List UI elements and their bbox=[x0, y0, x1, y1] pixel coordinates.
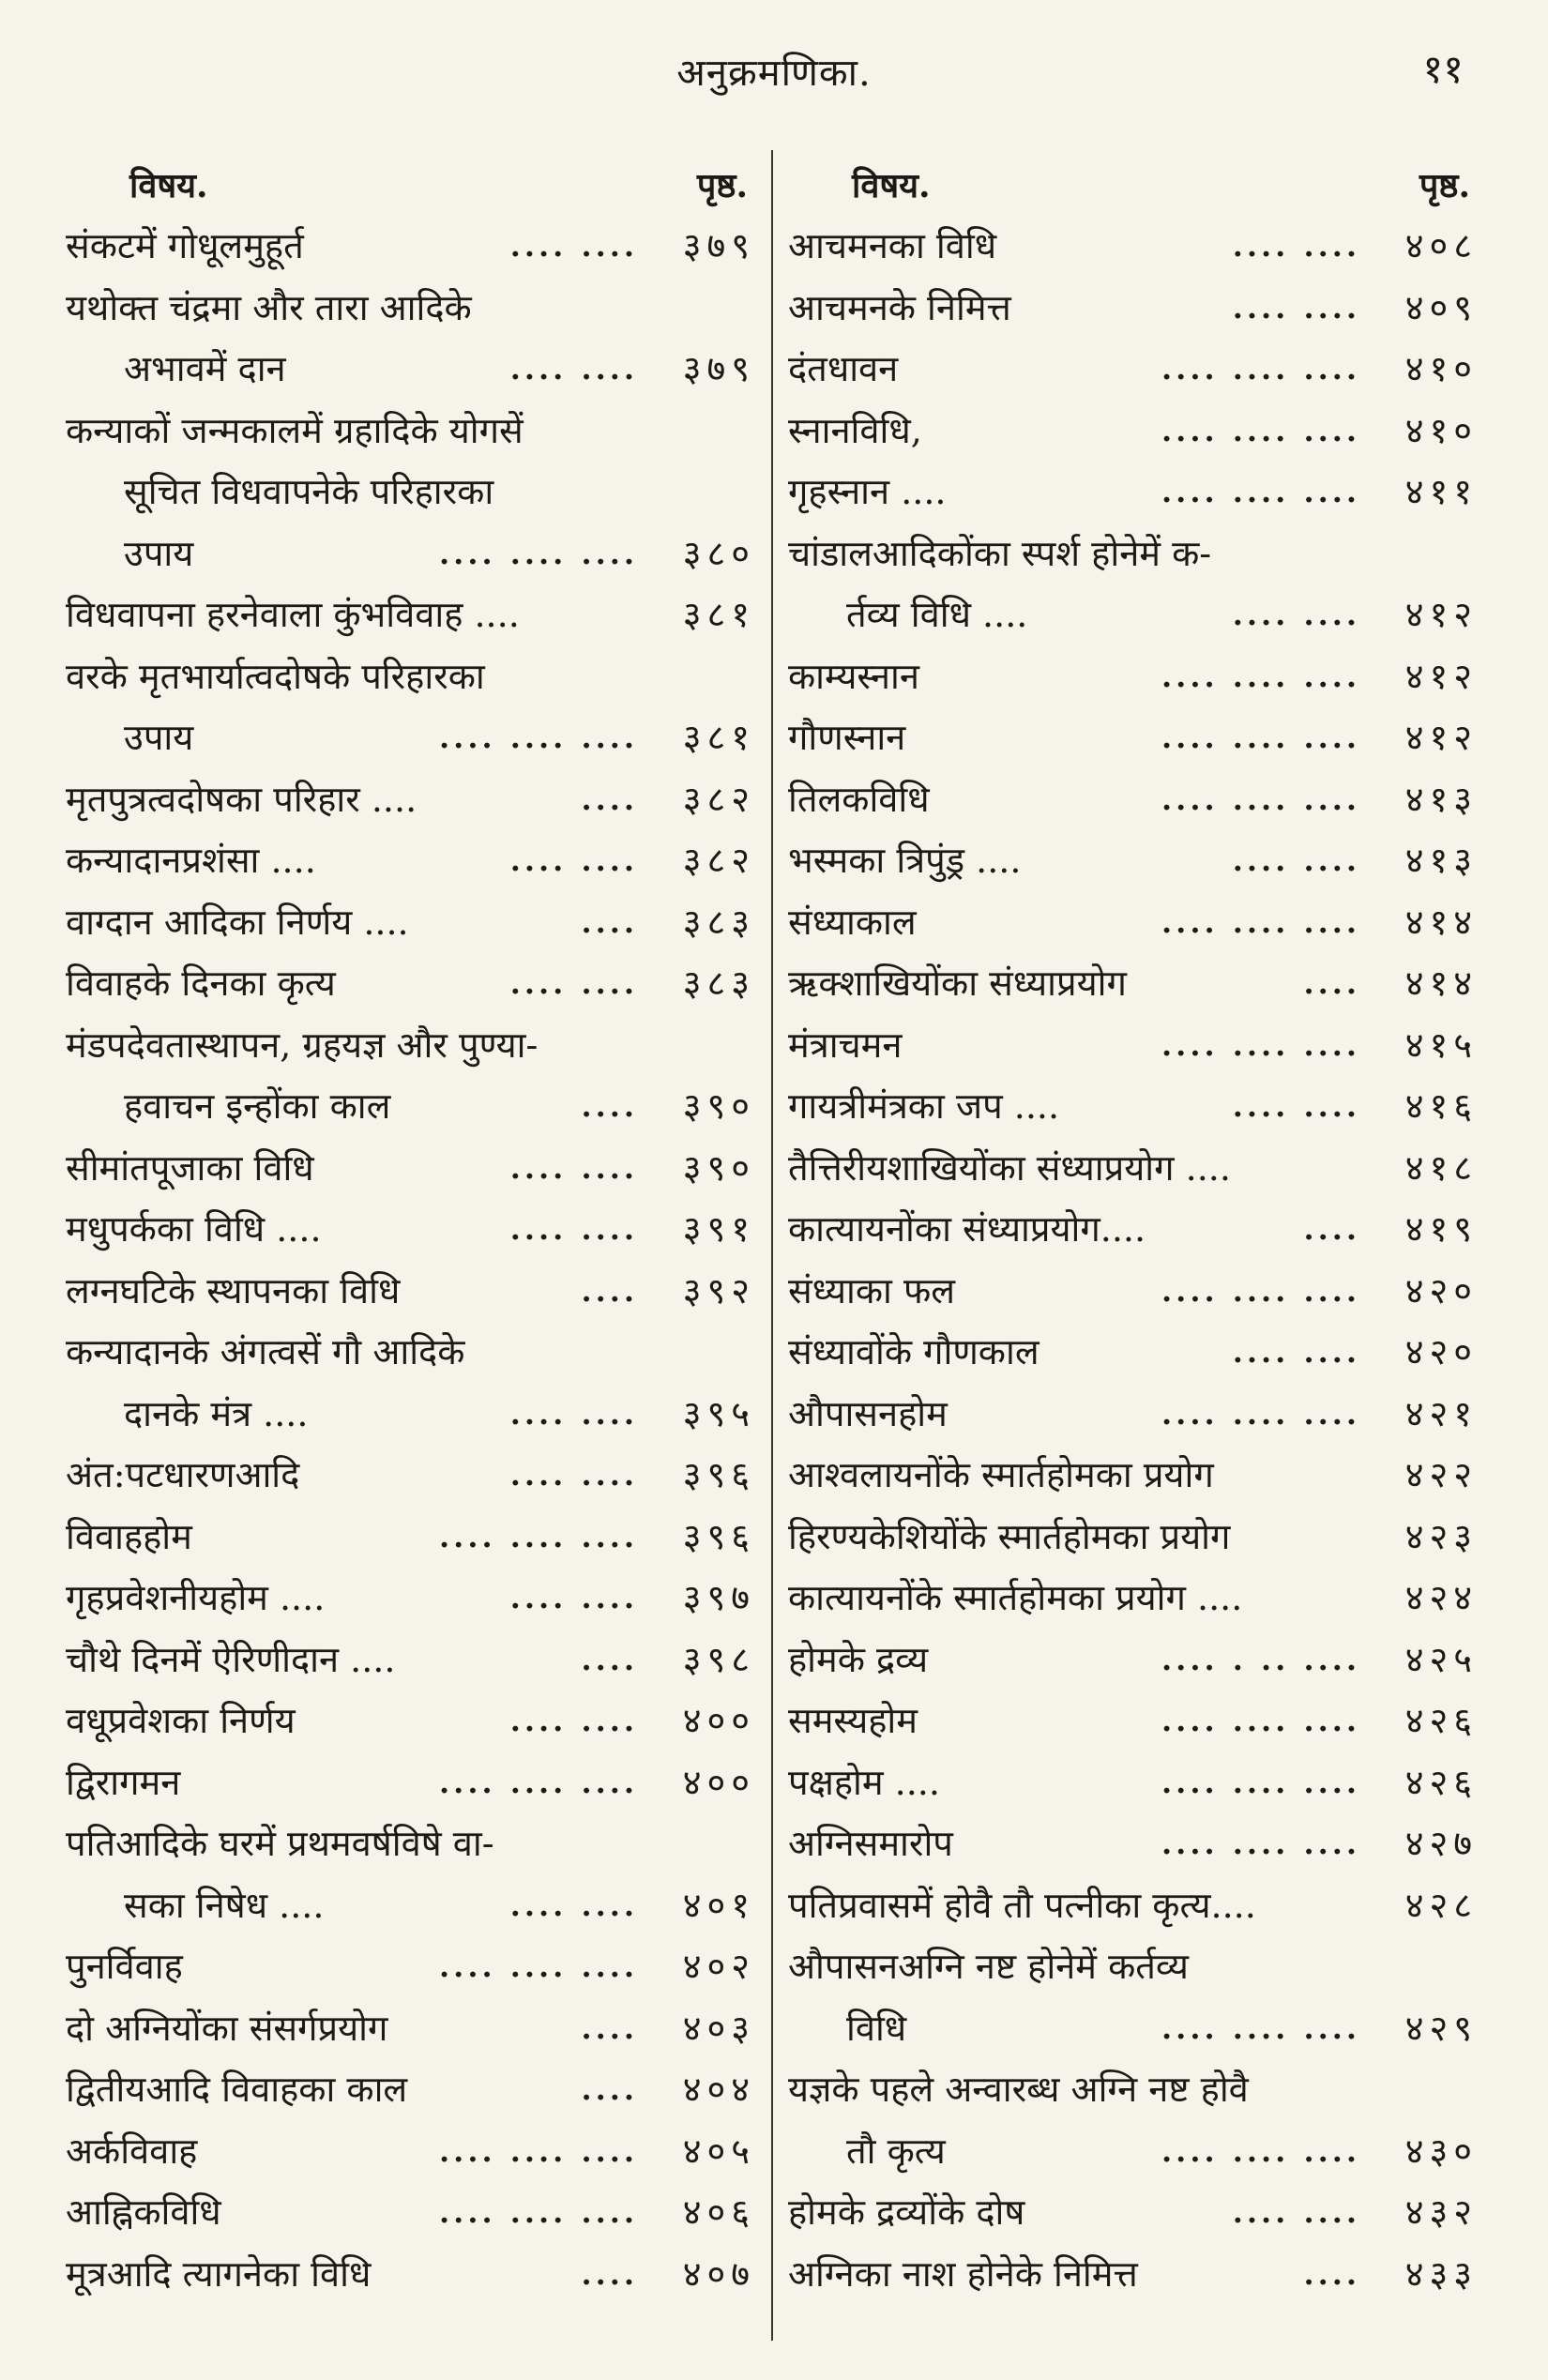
leader-dots: .... .... .... bbox=[1161, 1026, 1360, 1063]
entry-title: अग्निसमारोप bbox=[788, 1823, 953, 1864]
index-entry bbox=[66, 1199, 755, 1261]
entry-page-number: ४२० bbox=[1404, 1269, 1478, 1311]
leader-dots: .... .... .... bbox=[1161, 1272, 1360, 1309]
entry-page-number: ४१९ bbox=[1404, 1208, 1478, 1250]
leader-dots: .... .... .... bbox=[1161, 658, 1360, 694]
index-entry bbox=[66, 1384, 755, 1446]
index-entry bbox=[788, 1384, 1478, 1446]
leader-dots: .... bbox=[581, 1641, 638, 1677]
leader-dots: .... . .. .... bbox=[1161, 1641, 1360, 1677]
entry-page-number: ४२६ bbox=[1404, 1761, 1478, 1803]
entry-title: भस्मका त्रिपुंड्र .... bbox=[788, 840, 1022, 881]
leader-dots: .... .... .... bbox=[439, 720, 638, 755]
index-entry bbox=[788, 2182, 1478, 2244]
entry-title: दो अग्नियोंका संसर्गप्रयोग bbox=[66, 2007, 388, 2049]
entry-title: लग्नघटिके स्थापनका विधि bbox=[66, 1269, 401, 1311]
index-entry bbox=[788, 1752, 1478, 1814]
leader-dots: .... .... .... bbox=[439, 1948, 638, 1984]
entry-title: स्नानविधि, bbox=[788, 409, 922, 451]
entry-page-number: ४१८ bbox=[1404, 1146, 1478, 1189]
index-entry bbox=[788, 523, 1478, 585]
entry-page-number: ४०९ bbox=[1404, 286, 1478, 328]
leader-dots: .... .... bbox=[509, 351, 638, 387]
index-entry bbox=[66, 1138, 755, 1200]
entry-title: अंत:पटधारणआदि bbox=[66, 1454, 300, 1495]
left-entry-list bbox=[66, 216, 755, 2305]
entry-title: विवाहके दिनका कृत्य bbox=[66, 963, 336, 1004]
leader-dots: .... bbox=[581, 1088, 638, 1124]
right-entry-list bbox=[788, 216, 1478, 2305]
entry-title: अर्कविवाह bbox=[66, 2130, 198, 2172]
entry-title: दंतधावन bbox=[788, 348, 899, 389]
entry-page-number: ३८३ bbox=[682, 963, 755, 1004]
index-entry bbox=[66, 1998, 755, 2060]
index-entry bbox=[66, 769, 755, 831]
index-entry bbox=[788, 769, 1478, 831]
index-entry bbox=[66, 1445, 755, 1507]
leader-dots: .... .... .... bbox=[439, 535, 638, 571]
leader-dots: .... bbox=[581, 2009, 638, 2046]
leader-dots: .... .... bbox=[1232, 597, 1360, 632]
index-entry bbox=[788, 892, 1478, 954]
leader-dots: .... .... bbox=[509, 1457, 638, 1493]
leader-dots: .... .... .... bbox=[1161, 412, 1360, 448]
entry-title: संध्याकाल bbox=[788, 901, 917, 943]
index-entry bbox=[788, 1630, 1478, 1691]
entry-page-number: ४१४ bbox=[1404, 963, 1478, 1004]
entry-title: तिलकविधि bbox=[788, 778, 930, 820]
index-entry bbox=[66, 584, 755, 646]
index-entry bbox=[788, 1936, 1478, 1998]
entry-title: संध्यावोंके गौणकाल bbox=[788, 1331, 1040, 1372]
page-heading: पृष्ठ. bbox=[1419, 166, 1470, 205]
leader-dots: .... .... .... bbox=[1161, 1703, 1360, 1738]
index-entry bbox=[66, 1813, 755, 1875]
leader-dots: .... bbox=[581, 1272, 638, 1309]
entry-title: यज्ञके पहले अन्वारब्ध अग्नि नष्ट होवै bbox=[788, 2069, 1249, 2110]
index-entry bbox=[788, 339, 1478, 401]
entry-title: कात्यायनोंका संध्याप्रयोग.... bbox=[788, 1208, 1146, 1250]
entry-page-number: ४०० bbox=[682, 1761, 755, 1803]
entry-page-number: ३८२ bbox=[682, 840, 755, 881]
entry-page-number: ४१० bbox=[1404, 409, 1478, 451]
index-entry bbox=[788, 1507, 1478, 1569]
entry-title: चौथे दिनमें ऐरिणीदान .... bbox=[66, 1638, 396, 1680]
leader-dots: .... .... bbox=[1232, 289, 1360, 326]
entry-page-number: ३९१ bbox=[682, 1208, 755, 1250]
index-entry bbox=[788, 462, 1478, 523]
entry-title: तैत्तिरीयशाखियोंका संध्याप्रयोग .... bbox=[788, 1146, 1231, 1189]
entry-page-number: ४०५ bbox=[682, 2130, 755, 2172]
entry-title: समस्यहोम bbox=[788, 1700, 918, 1741]
leader-dots: .... .... bbox=[1232, 2194, 1360, 2230]
index-entry bbox=[66, 462, 755, 523]
index-entry bbox=[788, 830, 1478, 892]
index-entry bbox=[66, 216, 755, 278]
leader-dots: .... .... .... bbox=[1161, 903, 1360, 940]
leader-dots: .... bbox=[581, 2071, 638, 2107]
index-entry bbox=[788, 2244, 1478, 2306]
leader-dots: .... .... bbox=[509, 228, 638, 264]
entry-page-number: ४२४ bbox=[1404, 1577, 1478, 1618]
entry-page-number: ४३० bbox=[1404, 2130, 1478, 2172]
entry-title: यथोक्त चंद्रमा और तारा आदिके bbox=[66, 286, 472, 328]
right-column bbox=[788, 150, 1478, 2305]
entry-page-number: ४२८ bbox=[1404, 1884, 1478, 1926]
index-entry bbox=[788, 1998, 1478, 2060]
entry-title: तौ कृत्य bbox=[846, 2130, 946, 2172]
index-entry bbox=[66, 2121, 755, 2183]
entry-page-number: ४०२ bbox=[682, 1946, 755, 1987]
entry-page-number: ३९२ bbox=[682, 1269, 755, 1311]
index-entry bbox=[788, 2121, 1478, 2183]
index-entry bbox=[66, 1568, 755, 1630]
index-entry bbox=[66, 892, 755, 954]
index-entry bbox=[788, 953, 1478, 1015]
entry-title: गौणस्नान bbox=[788, 717, 906, 758]
entry-page-number: ३९६ bbox=[682, 1515, 755, 1557]
entry-page-number: ४०० bbox=[682, 1700, 755, 1741]
entry-page-number: ४२३ bbox=[1404, 1515, 1478, 1557]
leader-dots: .... .... bbox=[509, 1580, 638, 1615]
index-entry bbox=[788, 2059, 1478, 2121]
entry-title: कन्यादानप्रशंसा .... bbox=[66, 840, 316, 881]
entry-page-number: ४१२ bbox=[1404, 655, 1478, 697]
entry-title: मंत्राचमन bbox=[788, 1023, 903, 1066]
index-entry bbox=[788, 707, 1478, 769]
index-entry bbox=[788, 1322, 1478, 1384]
entry-title: उपाय bbox=[124, 717, 194, 758]
index-entry bbox=[66, 1261, 755, 1323]
entry-page-number: ३९० bbox=[682, 1146, 755, 1189]
column-divider bbox=[771, 150, 773, 2341]
leader-dots: .... .... .... bbox=[439, 1518, 638, 1554]
index-entry bbox=[788, 1445, 1478, 1507]
entry-page-number: ४२२ bbox=[1404, 1454, 1478, 1495]
entry-page-number: ४३३ bbox=[1404, 2252, 1478, 2295]
leader-dots: .... .... bbox=[509, 842, 638, 878]
index-entry bbox=[66, 1076, 755, 1138]
leader-dots: .... bbox=[581, 903, 638, 940]
leader-dots: .... .... bbox=[509, 1211, 638, 1247]
index-entry bbox=[66, 1875, 755, 1937]
entry-title: पतिप्रवासमें होवै तौ पत्नीका कृत्य.... bbox=[788, 1884, 1256, 1926]
leader-dots: .... .... .... bbox=[1161, 351, 1360, 387]
entry-page-number: ३९६ bbox=[682, 1454, 755, 1495]
entry-title: गायत्रीमंत्रका जप .... bbox=[788, 1085, 1060, 1127]
leader-dots: .... .... bbox=[1232, 842, 1360, 878]
entry-title: ऋक्शाखियोंका संध्याप्रयोग bbox=[788, 963, 1127, 1004]
leader-dots: .... .... .... bbox=[1161, 2132, 1360, 2169]
entry-title: सीमांतपूजाका विधि bbox=[66, 1146, 314, 1189]
index-entry bbox=[66, 401, 755, 462]
index-entry bbox=[788, 584, 1478, 646]
entry-title: मंडपदेवतास्थापन, ग्रहयज्ञ और पुण्या- bbox=[66, 1023, 539, 1066]
entry-page-number: ४१३ bbox=[1404, 778, 1478, 820]
entry-page-number: ३८० bbox=[682, 532, 755, 574]
entry-page-number: ३७९ bbox=[682, 225, 755, 266]
entry-title: सूचित विधवापनेके परिहारका bbox=[124, 471, 494, 512]
index-entry bbox=[66, 830, 755, 892]
left-column bbox=[66, 150, 755, 2305]
entry-title: गृहप्रवेशनीयहोम .... bbox=[66, 1577, 326, 1618]
entry-title: आचमनका विधि bbox=[788, 225, 997, 266]
entry-title: संकटमें गोधूलमुहूर्त bbox=[66, 225, 304, 266]
entry-page-number: ४२१ bbox=[1404, 1392, 1478, 1434]
entry-title: दानके मंत्र .... bbox=[124, 1392, 309, 1434]
index-entry bbox=[66, 278, 755, 340]
index-entry bbox=[788, 1015, 1478, 1077]
entry-title: पक्षहोम .... bbox=[788, 1761, 940, 1803]
index-entry bbox=[788, 1813, 1478, 1875]
entry-page-number: ४१५ bbox=[1404, 1023, 1478, 1066]
entry-title: वधूप्रवेशका निर्णय bbox=[66, 1700, 296, 1741]
entry-page-number: ४१४ bbox=[1404, 901, 1478, 943]
entry-title: अभावमें दान bbox=[124, 348, 286, 389]
entry-title: कन्याकों जन्मकालमें ग्रहादिके योगसें bbox=[66, 409, 524, 451]
entry-title: र्तव्य विधि .... bbox=[846, 594, 1028, 635]
entry-page-number: ४१० bbox=[1404, 348, 1478, 389]
entry-title: हवाचन इन्होंका काल bbox=[124, 1085, 391, 1127]
right-column-header bbox=[788, 150, 1478, 216]
entry-title: विधि bbox=[846, 2007, 907, 2049]
entry-page-number: ३९५ bbox=[682, 1392, 755, 1434]
leader-dots: .... .... bbox=[509, 1395, 638, 1432]
page-heading: पृष्ठ. bbox=[696, 166, 748, 205]
leader-dots: .... .... bbox=[1232, 228, 1360, 264]
leader-dots: .... bbox=[1303, 2255, 1360, 2292]
leader-dots: .... .... .... bbox=[1161, 720, 1360, 755]
leader-dots: .... .... .... bbox=[439, 1764, 638, 1800]
leader-dots: .... .... .... bbox=[1161, 1826, 1360, 1861]
index-entry bbox=[66, 1752, 755, 1814]
entry-page-number: ३८१ bbox=[682, 594, 755, 635]
entry-title: कात्यायनोंके स्मार्तहोमका प्रयोग .... bbox=[788, 1577, 1243, 1618]
entry-page-number: ३९७ bbox=[682, 1577, 755, 1618]
index-entry bbox=[66, 2244, 755, 2306]
entry-title: होमके द्रव्योंके दोष bbox=[788, 2191, 1025, 2233]
index-entry bbox=[788, 278, 1478, 340]
entry-page-number: ४२५ bbox=[1404, 1638, 1478, 1680]
entry-page-number: ४१२ bbox=[1404, 717, 1478, 758]
entry-title: काम्यस्नान bbox=[788, 655, 919, 697]
entry-page-number: ४०३ bbox=[682, 2007, 755, 2049]
entry-title: द्विरागमन bbox=[66, 1761, 181, 1803]
entry-page-number: ४१२ bbox=[1404, 594, 1478, 635]
leader-dots: .... .... bbox=[1232, 1334, 1360, 1370]
index-entry bbox=[66, 2059, 755, 2121]
entry-page-number: ४०८ bbox=[1404, 225, 1478, 266]
index-entry bbox=[66, 1015, 755, 1077]
index-entry bbox=[788, 401, 1478, 462]
entry-page-number: ४११ bbox=[1404, 471, 1478, 512]
entry-title: औपासनहोम bbox=[788, 1392, 948, 1434]
index-entry bbox=[66, 707, 755, 769]
index-entry bbox=[788, 1199, 1478, 1261]
index-entry bbox=[66, 2182, 755, 2244]
leader-dots: .... .... .... bbox=[439, 2194, 638, 2230]
entry-title: मूत्रआदि त्यागनेका विधि bbox=[66, 2252, 372, 2295]
entry-page-number: ४१६ bbox=[1404, 1085, 1478, 1127]
entry-page-number: ३७९ bbox=[682, 348, 755, 389]
entry-title: होमके द्रव्य bbox=[788, 1638, 929, 1680]
index-entry bbox=[66, 646, 755, 708]
entry-page-number: ४२९ bbox=[1404, 2007, 1478, 2049]
leader-dots: .... .... .... bbox=[1161, 474, 1360, 509]
entry-title: संध्याका फल bbox=[788, 1269, 956, 1311]
entry-page-number: ४०१ bbox=[682, 1884, 755, 1926]
entry-title: मधुपर्कका विधि .... bbox=[66, 1208, 322, 1250]
index-entry bbox=[66, 1322, 755, 1384]
entry-title: मृतपुत्रत्वदोषका परिहार .... bbox=[66, 778, 417, 820]
entry-page-number: ४२६ bbox=[1404, 1700, 1478, 1741]
leader-dots: .... .... .... bbox=[1161, 2009, 1360, 2046]
entry-title: आचमनके निमित्त bbox=[788, 286, 1011, 328]
entry-page-number: ४०६ bbox=[682, 2191, 755, 2233]
subject-heading: विषय. bbox=[129, 166, 208, 205]
index-entry bbox=[66, 953, 755, 1015]
leader-dots: .... .... bbox=[509, 1149, 638, 1186]
index-entry bbox=[66, 523, 755, 585]
entry-title: कन्यादानके अंगत्वसें गौ आदिके bbox=[66, 1331, 465, 1372]
entry-title: आह्निकविधि bbox=[66, 2191, 221, 2233]
leader-dots: .... .... bbox=[509, 1887, 638, 1923]
subject-heading: विषय. bbox=[852, 166, 931, 205]
index-entry bbox=[788, 1875, 1478, 1937]
leader-dots: .... bbox=[1303, 1211, 1360, 1247]
entry-page-number: ४२० bbox=[1404, 1331, 1478, 1372]
entry-page-number: ४०४ bbox=[682, 2069, 755, 2110]
leader-dots: .... .... .... bbox=[1161, 781, 1360, 817]
index-entry bbox=[788, 1261, 1478, 1323]
leader-dots: .... bbox=[581, 781, 638, 817]
entry-page-number: ३९८ bbox=[682, 1638, 755, 1680]
entry-page-number: ४१३ bbox=[1404, 840, 1478, 881]
entry-title: द्वितीयआदि विवाहका काल bbox=[66, 2069, 408, 2110]
entry-page-number: ४३२ bbox=[1404, 2191, 1478, 2233]
index-entry bbox=[66, 1630, 755, 1691]
entry-page-number: ४२७ bbox=[1404, 1823, 1478, 1864]
index-entry bbox=[66, 1690, 755, 1752]
index-entry bbox=[788, 1076, 1478, 1138]
leader-dots: .... .... .... bbox=[1161, 1764, 1360, 1800]
leader-dots: .... .... bbox=[509, 1703, 638, 1738]
entry-page-number: ३८३ bbox=[682, 901, 755, 943]
index-entry bbox=[788, 216, 1478, 278]
entry-title: वरके मृतभार्यात्वदोषके परिहारका bbox=[66, 655, 485, 697]
entry-page-number: ४०७ bbox=[682, 2252, 755, 2295]
leader-dots: .... .... .... bbox=[439, 2132, 638, 2169]
entry-title: पुनर्विवाह bbox=[66, 1946, 183, 1987]
leader-dots: .... .... bbox=[509, 965, 638, 1001]
entry-title: विवाहहोम bbox=[66, 1515, 192, 1557]
leader-dots: .... bbox=[581, 2255, 638, 2292]
entry-title: गृहस्नान .... bbox=[788, 471, 947, 512]
index-entry bbox=[66, 1936, 755, 1998]
entry-title: आश्वलायनोंके स्मार्तहोमका प्रयोग bbox=[788, 1454, 1214, 1495]
index-entry bbox=[788, 646, 1478, 708]
entry-title: विधवापना हरनेवाला कुंभविवाह .... bbox=[66, 594, 520, 635]
leader-dots: .... .... bbox=[1232, 1088, 1360, 1124]
entry-title: औपासनअग्नि नष्ट होनेमें कर्तव्य bbox=[788, 1946, 1189, 1987]
page-number: ११ bbox=[1422, 46, 1464, 92]
entry-title: चांडालआदिकोंका स्पर्श होनेमें क- bbox=[788, 532, 1212, 574]
entry-title: अग्निका नाश होनेके निमित्त bbox=[788, 2252, 1138, 2295]
entry-title: पतिआदिके घरमें प्रथमवर्षविषे वा- bbox=[66, 1823, 494, 1864]
index-entry bbox=[66, 1507, 755, 1569]
leader-dots: .... .... .... bbox=[1161, 1395, 1360, 1432]
entry-page-number: ३८२ bbox=[682, 778, 755, 820]
entry-page-number: ३८१ bbox=[682, 717, 755, 758]
entry-title: हिरण्यकेशियोंके स्मार्तहोमका प्रयोग bbox=[788, 1515, 1231, 1557]
entry-title: सका निषेध .... bbox=[124, 1884, 325, 1926]
leader-dots: .... bbox=[1303, 965, 1360, 1001]
entry-title: वाग्दान आदिका निर्णय .... bbox=[66, 901, 409, 943]
index-entry bbox=[788, 1568, 1478, 1630]
index-entry bbox=[788, 1138, 1478, 1200]
running-head: अनुक्रमणिका. bbox=[676, 52, 872, 95]
index-entry bbox=[66, 339, 755, 401]
index-entry bbox=[788, 1690, 1478, 1752]
left-column-header bbox=[66, 150, 755, 216]
entry-page-number: ३९० bbox=[682, 1085, 755, 1127]
entry-title: उपाय bbox=[124, 532, 194, 574]
